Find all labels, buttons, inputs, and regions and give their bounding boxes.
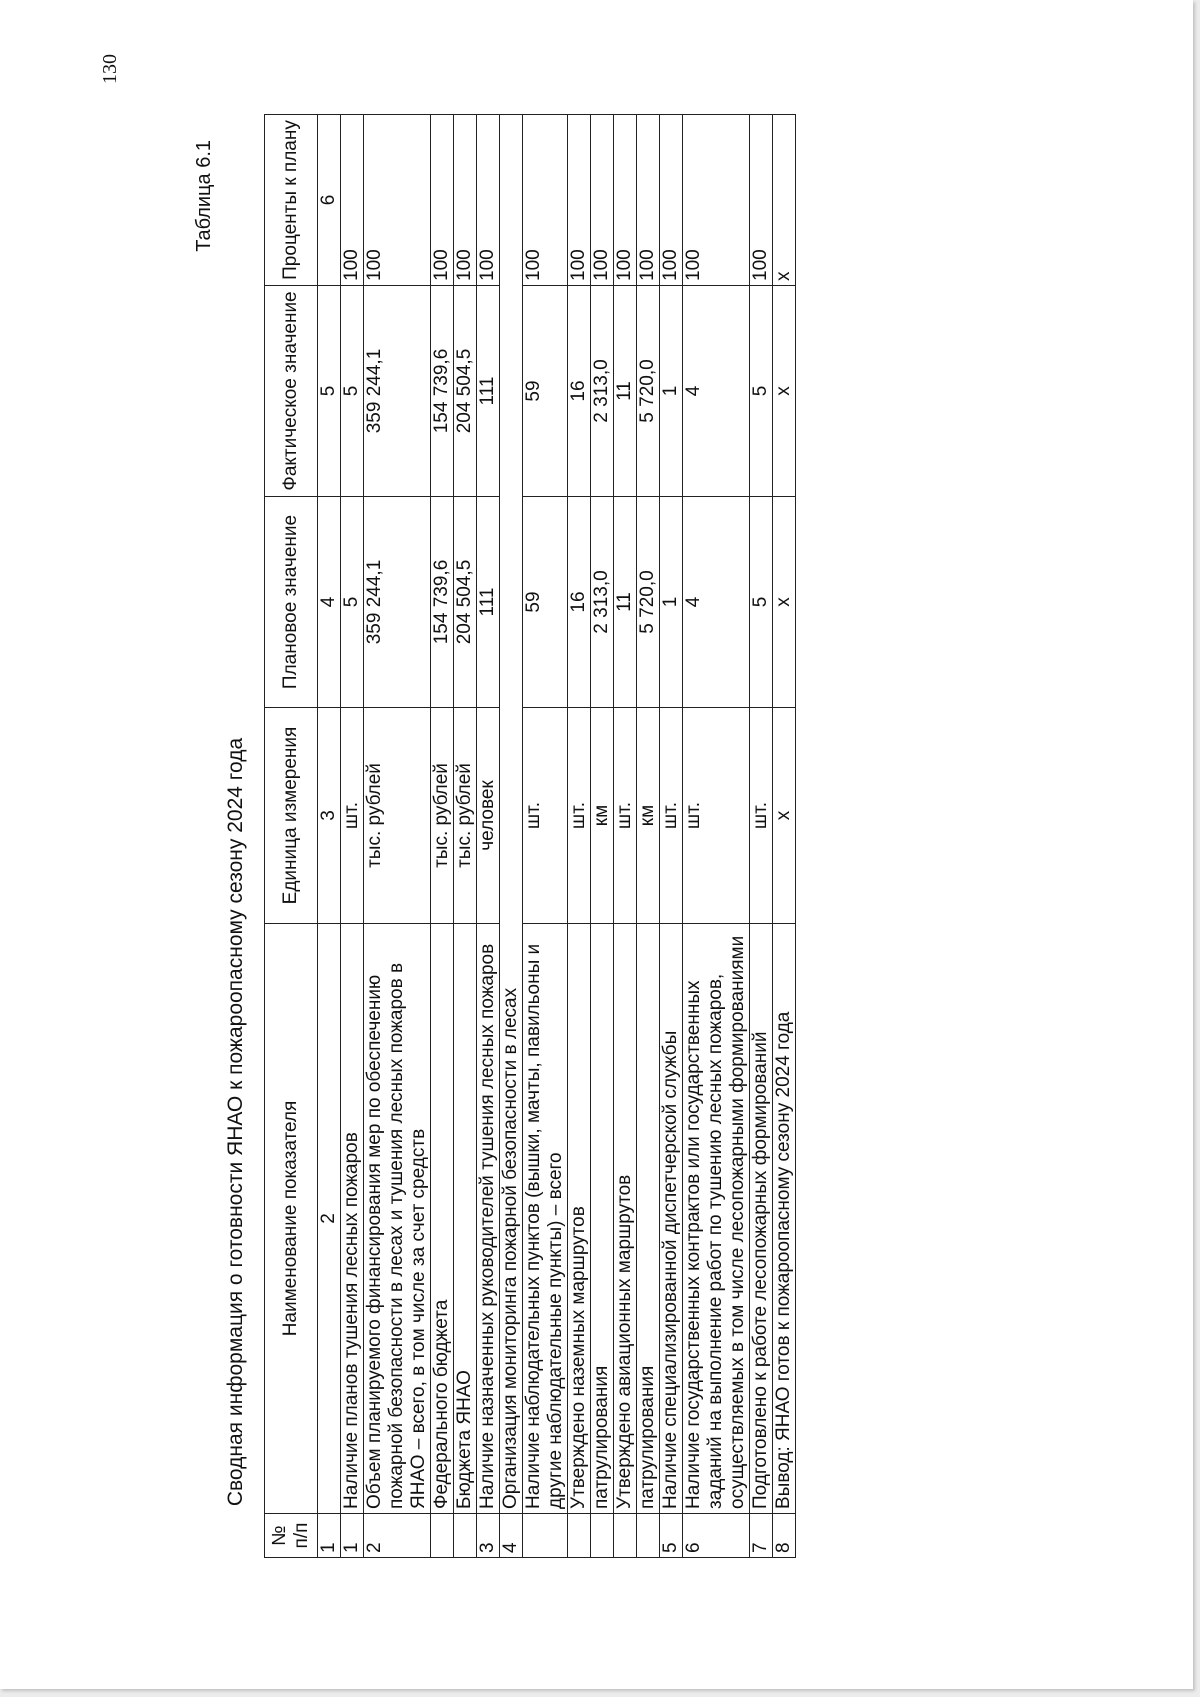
row-fact-cell: 111 <box>477 286 500 497</box>
row-percent-cell: 100 <box>454 115 477 286</box>
row-num-cell <box>591 1514 614 1558</box>
row-name-cell: Наличие государственных контрактов или государственных заданий на выполнение работ по тушению лесных пожаров, осуществляемых в том числе лесопожарными формированиями <box>683 924 750 1514</box>
table-row <box>614 115 637 1558</box>
header-fact: Фактическое значение <box>265 286 318 497</box>
row-percent-cell: 100 <box>568 115 591 286</box>
header-name: Наименование показателя <box>265 924 318 1514</box>
row-name-cell: Подготовлено к работе лесопожарных формирований <box>750 924 773 1514</box>
row-num-cell: 1 <box>341 1514 364 1558</box>
row-fact-cell: 5 <box>750 286 773 497</box>
row-num-cell: 6 <box>683 1514 750 1558</box>
row-name-cell: Наличие планов тушения лесных пожаров <box>341 924 364 1514</box>
row-fact-cell: 1 <box>660 286 683 497</box>
header-percent: Проценты к плану <box>265 115 318 286</box>
row-fact-cell: 359 244,1 <box>364 286 431 497</box>
table-row <box>477 115 500 1558</box>
row-name-cell: Утверждено наземных маршрутов <box>568 924 591 1514</box>
column-index-cell: 4 <box>318 497 341 708</box>
row-num-cell: 2 <box>364 1514 431 1558</box>
row-plan-cell: 5 <box>750 497 773 708</box>
table-row <box>568 115 591 1558</box>
row-percent-cell: 100 <box>431 115 454 286</box>
row-unit-cell: шт. <box>750 708 773 924</box>
row-percent-cell: 100 <box>523 115 568 286</box>
document-title: Сводная информация о готовности ЯНАО к пожароопасному сезону 2024 года <box>224 737 247 1507</box>
row-percent-cell: 100 <box>341 115 364 286</box>
row-plan-cell: 2 313,0 <box>591 497 614 708</box>
table-section-row <box>500 115 523 1558</box>
row-section-title: Организация мониторинга пожарной безопасности в лесах <box>500 115 523 1514</box>
header-plan: Плановое значение <box>265 497 318 708</box>
row-plan-cell: 5 720,0 <box>637 497 660 708</box>
row-num-cell: 5 <box>660 1514 683 1558</box>
table-row <box>523 115 568 1558</box>
row-fact-cell: 4 <box>683 286 750 497</box>
table-row <box>683 115 750 1558</box>
row-num-cell <box>431 1514 454 1558</box>
row-num-cell <box>523 1514 568 1558</box>
row-name-cell: Наличие специализированной диспетчерской службы <box>660 924 683 1514</box>
table-row <box>364 115 431 1558</box>
row-num-cell <box>568 1514 591 1558</box>
row-unit-cell: тыс. рублей <box>431 708 454 924</box>
row-unit-cell: шт. <box>660 708 683 924</box>
row-unit-cell: тыс. рублей <box>454 708 477 924</box>
row-num-cell: 4 <box>500 1514 523 1558</box>
row-plan-cell: 5 <box>341 497 364 708</box>
header-num: № п/п <box>265 1514 318 1558</box>
row-percent-cell: 100 <box>477 115 500 286</box>
row-plan-cell: 59 <box>523 497 568 708</box>
row-unit-cell: шт. <box>683 708 750 924</box>
row-plan-cell: 11 <box>614 497 637 708</box>
row-percent-cell: 100 <box>750 115 773 286</box>
row-num-cell: 7 <box>750 1514 773 1558</box>
row-plan-cell: 111 <box>477 497 500 708</box>
row-percent-cell: 100 <box>660 115 683 286</box>
table-caption: Таблица 6.1 <box>193 140 215 252</box>
row-percent-cell: 100 <box>591 115 614 286</box>
row-fact-cell: 5 <box>341 286 364 497</box>
row-num-cell: 3 <box>477 1514 500 1558</box>
row-name-cell: патрулирования <box>591 924 614 1514</box>
row-name-cell: патрулирования <box>637 924 660 1514</box>
row-unit-cell: шт. <box>614 708 637 924</box>
row-percent-cell: 100 <box>683 115 750 286</box>
row-fact-cell: 204 504,5 <box>454 286 477 497</box>
row-plan-cell: 4 <box>683 497 750 708</box>
table-row <box>591 115 614 1558</box>
row-unit-cell: х <box>773 708 796 924</box>
table-row <box>454 115 477 1558</box>
row-name-cell: Бюджета ЯНАО <box>454 924 477 1514</box>
row-num-cell <box>637 1514 660 1558</box>
column-index-cell: 6 <box>318 115 341 286</box>
row-fact-cell: 11 <box>614 286 637 497</box>
table-row <box>637 115 660 1558</box>
table-row <box>341 115 364 1558</box>
row-fact-cell: 59 <box>523 286 568 497</box>
row-percent-cell: 100 <box>364 115 431 286</box>
row-unit-cell: тыс. рублей <box>364 708 431 924</box>
page-number: 130 <box>99 54 121 84</box>
column-index-cell: 2 <box>318 924 341 1514</box>
table-row <box>750 115 773 1558</box>
row-plan-cell: х <box>773 497 796 708</box>
row-percent-cell: х <box>773 115 796 286</box>
row-unit-cell: шт. <box>568 708 591 924</box>
row-name-cell: Федерального бюджета <box>431 924 454 1514</box>
row-plan-cell: 154 739,6 <box>431 497 454 708</box>
row-unit-cell: км <box>591 708 614 924</box>
row-fact-cell: х <box>773 286 796 497</box>
row-fact-cell: 2 313,0 <box>591 286 614 497</box>
table-header-row <box>265 115 318 1558</box>
column-index-row <box>318 115 341 1558</box>
column-index-cell: 1 <box>318 1514 341 1558</box>
row-plan-cell: 359 244,1 <box>364 497 431 708</box>
table-row <box>773 115 796 1558</box>
row-num-cell <box>614 1514 637 1558</box>
row-unit-cell: км <box>637 708 660 924</box>
row-plan-cell: 16 <box>568 497 591 708</box>
row-name-cell: Наличие назначенных руководителей тушения лесных пожаров <box>477 924 500 1514</box>
row-fact-cell: 16 <box>568 286 591 497</box>
row-num-cell: 8 <box>773 1514 796 1558</box>
row-name-cell: Наличие наблюдательных пунктов (вышки, мачты, павильоны и другие наблюдательные пункты) – всего <box>523 924 568 1514</box>
column-index-cell: 3 <box>318 708 341 924</box>
row-fact-cell: 5 720,0 <box>637 286 660 497</box>
row-name-cell: Вывод: ЯНАО готов к пожароопасному сезону 2024 года <box>773 924 796 1514</box>
column-index-cell: 5 <box>318 286 341 497</box>
row-percent-cell: 100 <box>614 115 637 286</box>
row-plan-cell: 1 <box>660 497 683 708</box>
table-row <box>660 115 683 1558</box>
row-fact-cell: 154 739,6 <box>431 286 454 497</box>
row-plan-cell: 204 504,5 <box>454 497 477 708</box>
row-num-cell <box>454 1514 477 1558</box>
header-unit: Единица измерения <box>265 708 318 924</box>
row-percent-cell: 100 <box>637 115 660 286</box>
row-name-cell: Объем планируемого финансирования мер по обеспечению пожарной безопасности в лесах и тушения лесных пожаров в ЯНАО – всего, в том числе за счет средств <box>364 924 431 1514</box>
row-name-cell: Утверждено авиационных маршрутов <box>614 924 637 1514</box>
table-row <box>431 115 454 1558</box>
row-unit-cell: человек <box>477 708 500 924</box>
table-body <box>318 115 796 1558</box>
readiness-table <box>264 114 796 1558</box>
row-unit-cell: шт. <box>523 708 568 924</box>
row-unit-cell: шт. <box>341 708 364 924</box>
